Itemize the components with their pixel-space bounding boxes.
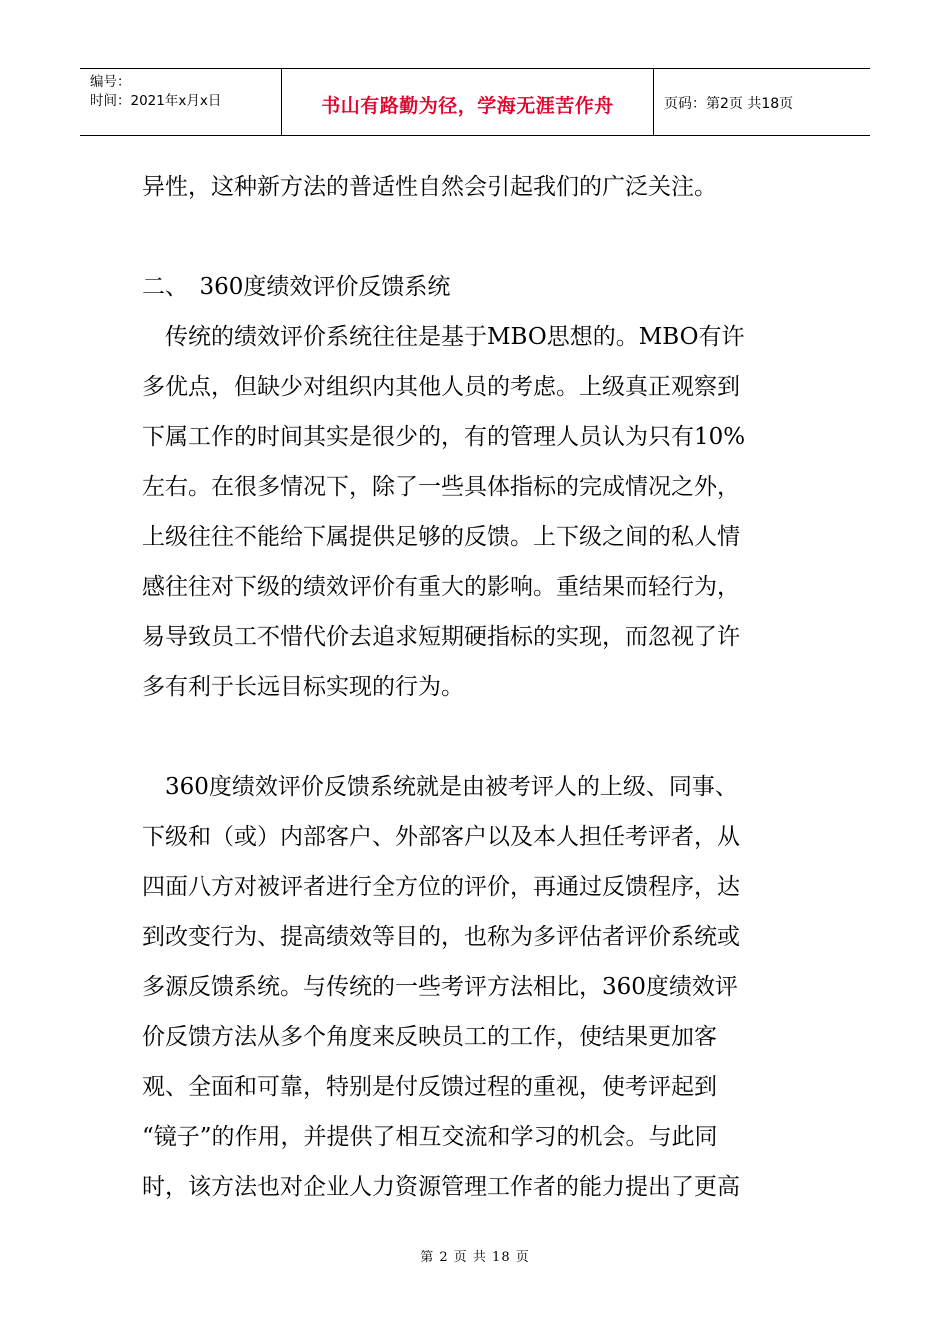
header-page-info: 页码：第2页 共18页	[664, 96, 794, 112]
header-time-label: 时间：2021年x月x日	[90, 93, 222, 109]
header-table	[80, 68, 870, 136]
paragraph-gap	[142, 212, 822, 262]
text-line: 观、全面和可靠，特别是付反馈过程的重视，使考评起到	[142, 1074, 717, 1100]
text-line: 时，该方法也对企业人力资源管理工作者的能力提出了更高	[142, 1174, 740, 1200]
text-line: 到改变行为、提高绩效等目的，也称为多评估者评价系统或	[142, 924, 740, 950]
text-line: 传统的绩效评价系统往往是基于MBO思想的。MBO有许	[142, 324, 745, 350]
header-motto: 书山有路勤为径，学海无涯苦作舟	[282, 69, 654, 135]
paragraph-gap	[142, 712, 822, 762]
text-line: 易导致员工不惜代价去追求短期硬指标的实现，而忽视了许	[142, 624, 740, 650]
text-line: 下级和（或）内部客户、外部客户以及本人担任考评者，从	[142, 824, 740, 850]
text-line: 感往往对下级的绩效评价有重大的影响。重结果而轻行为，	[142, 574, 740, 600]
text-line: 左右。在很多情况下，除了一些具体指标的完成情况之外，	[142, 474, 740, 500]
text-line: 多源反馈系统。与传统的一些考评方法相比，360度绩效评	[142, 974, 738, 1000]
text-line: 价反馈方法从多个角度来反映员工的工作，使结果更加客	[142, 1024, 717, 1050]
text-line: “镜子”的作用，并提供了相互交流和学习的机会。与此同	[142, 1124, 718, 1150]
text-line: 多优点，但缺少对组织内其他人员的考虑。上级真正观察到	[142, 374, 740, 400]
header-meta-cell	[80, 69, 282, 135]
section-heading: 二、 360度绩效评价反馈系统	[142, 274, 451, 300]
text-line: 下属工作的时间其实是很少的，有的管理人员认为只有10%	[142, 424, 746, 450]
text-line: 异性，这种新方法的普适性自然会引起我们的广泛关注。	[142, 174, 717, 200]
header-number-label: 编号：	[90, 74, 131, 90]
text-line: 多有利于长远目标实现的行为。	[142, 674, 464, 700]
document-body	[142, 162, 822, 1212]
text-line: 上级往往不能给下属提供足够的反馈。上下级之间的私人情	[142, 524, 740, 550]
page-footer: 第 2 页 共 18 页	[420, 1250, 530, 1265]
text-line: 四面八方对被评者进行全方位的评价，再通过反馈程序，达	[142, 874, 740, 900]
text-line: 360度绩效评价反馈系统就是由被考评人的上级、同事、	[142, 774, 738, 800]
